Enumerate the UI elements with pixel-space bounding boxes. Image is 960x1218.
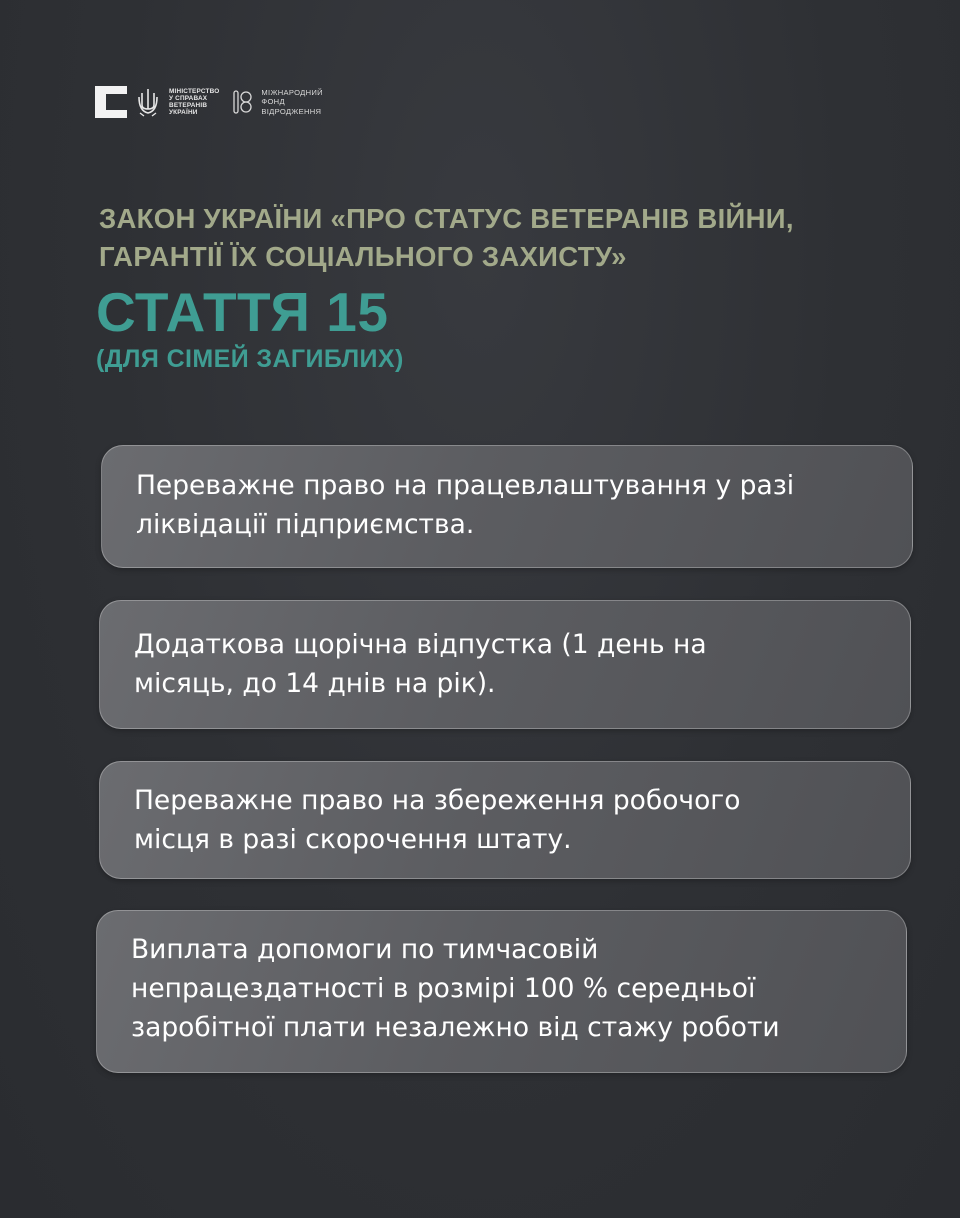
benefit-text: Додаткова щорічна відпустка (1 день на місяць, до 14 днів на рік). bbox=[134, 629, 707, 699]
law-title bbox=[99, 200, 859, 276]
trident-emblem-icon bbox=[135, 86, 161, 118]
law-title-line: ЗАКОН УКРАЇНИ «ПРО СТАТУС ВЕТЕРАНІВ ВІЙНИ, bbox=[99, 203, 794, 234]
ministry-name: МІНІСТЕРСТВО У СПРАВАХ ВЕТЕРАНІВ УКРАЇНИ bbox=[169, 87, 220, 117]
article-title: СТАТТЯ 15 bbox=[96, 281, 389, 343]
benefit-text: Переважне право на працевлаштування у разі ліквідації підприємства. bbox=[136, 470, 795, 540]
benefit-card-vacation bbox=[99, 600, 911, 729]
law-title-line: ГАРАНТІЇ ЇХ СОЦІАЛЬНОГО ЗАХИСТУ» bbox=[99, 241, 627, 272]
article-subtitle: (ДЛЯ СІМЕЙ ЗАГИБЛИХ) bbox=[96, 345, 404, 373]
benefit-card-sick-pay bbox=[96, 910, 907, 1073]
benefit-text: Переважне право на збереження робочого місця в разі скорочення штату. bbox=[134, 785, 741, 855]
veterans-fund-logo bbox=[95, 86, 127, 118]
benefit-card-job-retention bbox=[99, 761, 911, 879]
fund-name: МІЖНАРОДНИЙ ФОНД ВІДРОДЖЕННЯ bbox=[261, 87, 323, 116]
benefit-card-employment bbox=[101, 445, 913, 568]
partner-logos bbox=[95, 86, 323, 118]
renaissance-fund-logo bbox=[233, 89, 253, 115]
benefit-text: Виплата допомоги по тимчасовій непрацездатності в розмірі 100 % середньої заробітної плати незалежно від стажу роботи bbox=[131, 934, 780, 1043]
